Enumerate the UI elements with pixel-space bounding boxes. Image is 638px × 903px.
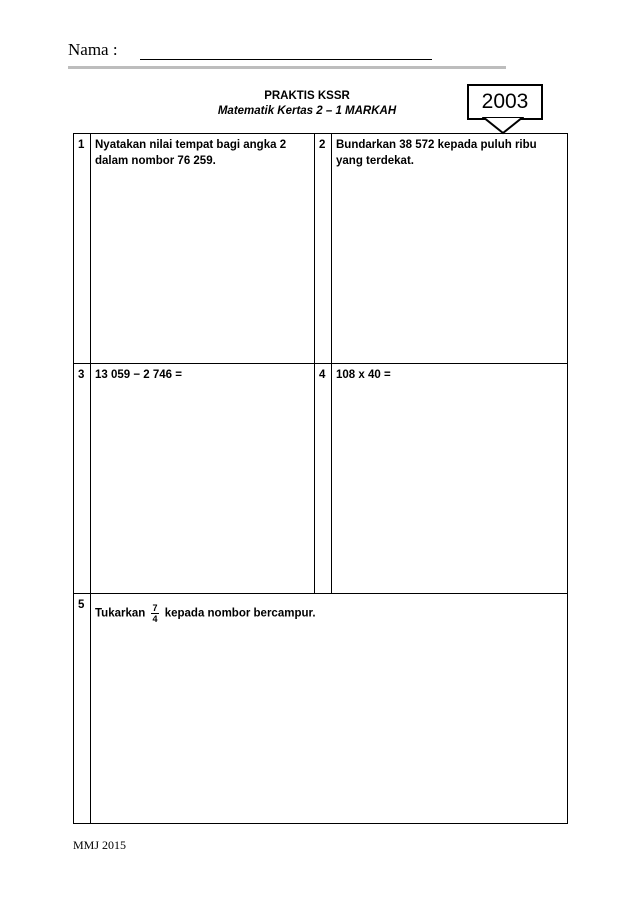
question-row [74,364,568,594]
question-2-text[interactable]: Bundarkan 38 572 kepada puluh ribu yang terdekat. [332,134,568,364]
name-underline[interactable] [140,59,432,60]
name-label: Nama : [68,40,118,59]
question-5-text-after: kepada nombor bercampur. [164,607,316,620]
question-5-text-before: Tukarkan [95,607,146,620]
question-number: 2 [315,134,332,364]
fraction-denominator: 4 [152,614,158,624]
question-number: 5 [74,594,91,824]
worksheet-title: PRAKTIS KSSR [264,90,350,102]
question-number: 4 [315,364,332,594]
header-divider [68,66,506,69]
worksheet-title-block [200,89,414,119]
question-number: 1 [74,134,91,364]
fraction [151,603,158,624]
question-4-text[interactable]: 108 x 40 = [332,364,568,594]
question-5-cell[interactable] [91,594,568,824]
question-row [74,594,568,824]
footer-label: MMJ 2015 [73,838,127,852]
fraction-numerator: 7 [152,603,158,613]
year-badge: 2003 [467,84,543,120]
question-1-text[interactable]: Nyatakan nilai tempat bagi angka 2 dalam nombor 76 259. [91,134,315,364]
question-number: 3 [74,364,91,594]
worksheet-subtitle: Matematik Kertas 2 – 1 MARKAH [217,105,397,117]
question-5-text [95,603,563,624]
question-table [73,133,568,824]
question-row [74,134,568,364]
question-3-text[interactable]: 13 059 − 2 746 = [91,364,315,594]
